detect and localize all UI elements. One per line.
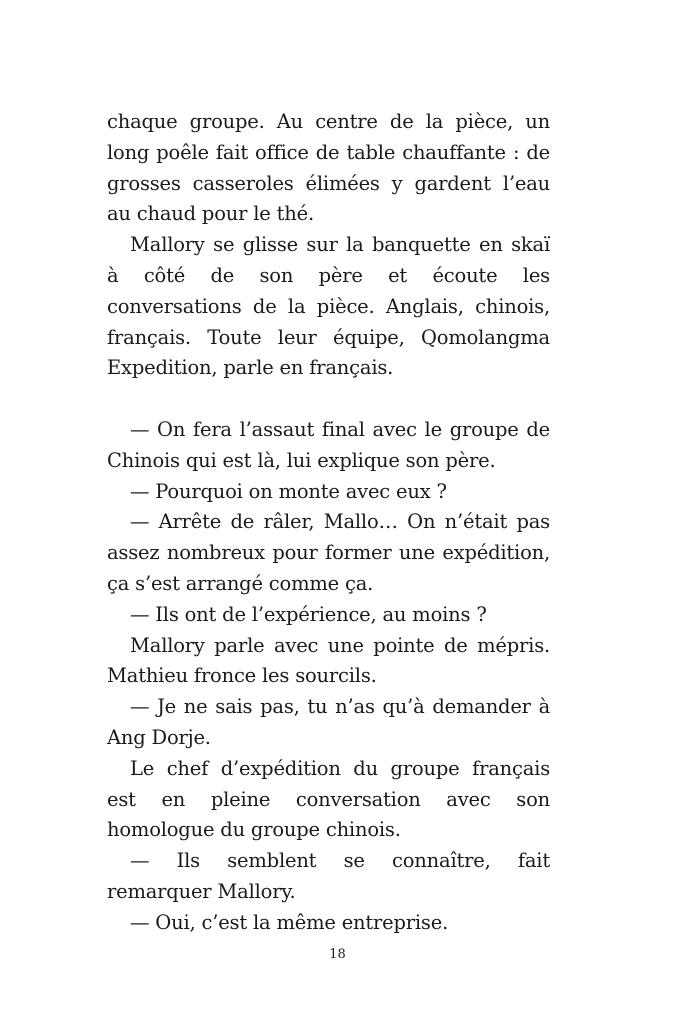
paragraph-6: — Ils ont de l’expérience, au moins ? [130, 602, 487, 626]
paragraph-9: Le chef d’expédition du groupe français est en pleine conversation avec son homologue du groupe chinois. [107, 756, 550, 842]
page-number: 18 [329, 947, 346, 962]
paragraph-3: — On fera l’assaut final avec le groupe de Chinois qui est là, lui explique son père. [107, 417, 550, 472]
body-text [107, 107, 550, 939]
paragraph-8: — Je ne sais pas, tu n’as qu’à demander à Ang Dorje. [107, 695, 550, 749]
section-break [107, 384, 550, 415]
paragraph-10: — Ils semblent se connaître, fait remarquer Mallory. [107, 849, 550, 903]
paragraph-11: — Oui, c’est la même entreprise. [130, 910, 449, 934]
paragraph-2: Mallory se glisse sur la banquette en skaï à côté de son père et écoute les conversations de la pièce. Anglais, chinois, français. Toute leur équipe, Qomolangma Expedition, parle en français. [107, 233, 550, 380]
paragraph-7: Mallory parle avec une pointe de mépris. Mathieu fronce les sourcils. [107, 633, 550, 688]
paragraph-4: — Pourquoi on monte avec eux ? [130, 479, 447, 503]
paragraph-5: — Arrête de râler, Mallo… On n’était pas assez nombreux pour former une expédition, ça s’est arrangé comme ça. [107, 510, 550, 595]
paragraph-1: chaque groupe. Au centre de la pièce, un long poêle fait office de table chauffante : de grosses casseroles élimées y gardent l’eau au chaud pour le thé. [107, 110, 550, 226]
